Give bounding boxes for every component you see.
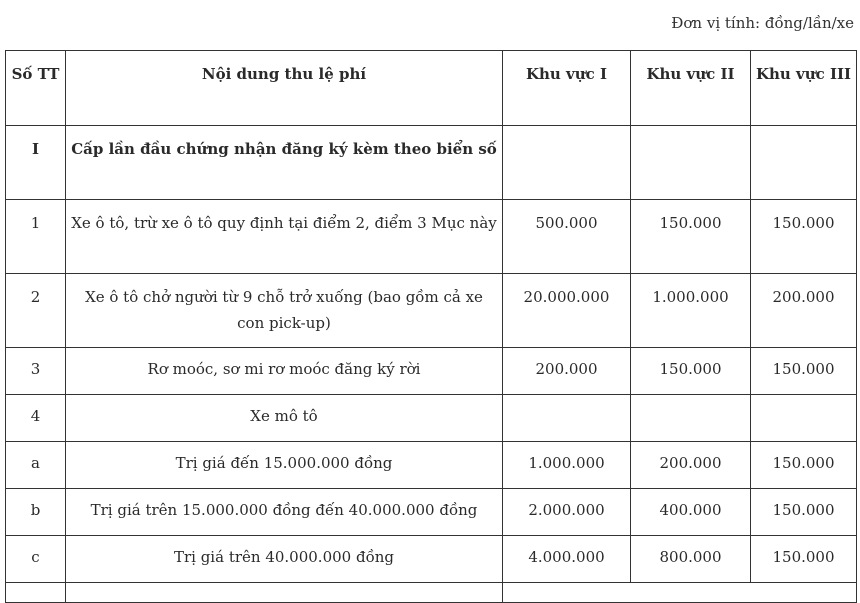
cell-khu-vuc-2: 150.000 — [631, 348, 751, 395]
cell-khu-vuc-2: 400.000 — [631, 489, 751, 536]
cell-khu-vuc-3: 150.000 — [751, 489, 857, 536]
table-header-row — [6, 51, 857, 126]
cell-khu-vuc-2 — [631, 395, 751, 442]
table-row — [6, 395, 857, 442]
cell-stt-empty — [6, 583, 66, 603]
table-row — [6, 442, 857, 489]
cell-values-empty — [503, 583, 857, 603]
cell-khu-vuc-2: 200.000 — [631, 442, 751, 489]
cell-khu-vuc-3: 150.000 — [751, 200, 857, 274]
cell-stt: a — [6, 442, 66, 489]
cell-content: Trị giá trên 15.000.000 đồng đến 40.000.000 đồng — [66, 489, 503, 536]
cell-khu-vuc-1 — [503, 395, 631, 442]
cell-stt: 4 — [6, 395, 66, 442]
cell-khu-vuc-3 — [751, 126, 857, 200]
cell-khu-vuc-1: 2.000.000 — [503, 489, 631, 536]
cell-stt: 3 — [6, 348, 66, 395]
table-row-cut-off — [6, 583, 857, 603]
cell-khu-vuc-1: 4.000.000 — [503, 536, 631, 583]
cell-content: Xe mô tô — [66, 395, 503, 442]
header-content: Nội dung thu lệ phí — [66, 51, 503, 126]
cell-khu-vuc-3: 150.000 — [751, 442, 857, 489]
cell-content-empty — [66, 583, 503, 603]
cell-khu-vuc-3: 150.000 — [751, 348, 857, 395]
cell-stt: I — [6, 126, 66, 200]
cell-khu-vuc-1: 200.000 — [503, 348, 631, 395]
table-row — [6, 348, 857, 395]
cell-stt: c — [6, 536, 66, 583]
cell-stt: 2 — [6, 274, 66, 348]
table-row-section — [6, 126, 857, 200]
cell-khu-vuc-3: 200.000 — [751, 274, 857, 348]
cell-khu-vuc-1: 1.000.000 — [503, 442, 631, 489]
table-row — [6, 274, 857, 348]
table-row — [6, 536, 857, 583]
cell-stt: 1 — [6, 200, 66, 274]
cell-content: Xe ô tô, trừ xe ô tô quy định tại điểm 2, điểm 3 Mục này — [66, 200, 503, 274]
cell-khu-vuc-2: 150.000 — [631, 200, 751, 274]
table-row — [6, 489, 857, 536]
cell-content: Trị giá trên 40.000.000 đồng — [66, 536, 503, 583]
cell-khu-vuc-3: 150.000 — [751, 536, 857, 583]
cell-khu-vuc-2: 1.000.000 — [631, 274, 751, 348]
cell-khu-vuc-3 — [751, 395, 857, 442]
header-khu-vuc-1: Khu vực I — [503, 51, 631, 126]
unit-note: Đơn vị tính: đồng/lần/xe — [671, 14, 854, 32]
header-khu-vuc-2: Khu vực II — [631, 51, 751, 126]
cell-khu-vuc-1: 500.000 — [503, 200, 631, 274]
cell-khu-vuc-1 — [503, 126, 631, 200]
cell-content: Rơ moóc, sơ mi rơ moóc đăng ký rời — [66, 348, 503, 395]
cell-content: Xe ô tô chở người từ 9 chỗ trở xuống (bao gồm cả xe con pick-up) — [66, 274, 503, 348]
table-row — [6, 200, 857, 274]
cell-content: Cấp lần đầu chứng nhận đăng ký kèm theo biển số — [66, 126, 503, 200]
cell-stt: b — [6, 489, 66, 536]
cell-khu-vuc-2: 800.000 — [631, 536, 751, 583]
cell-khu-vuc-1: 20.000.000 — [503, 274, 631, 348]
header-khu-vuc-3: Khu vực III — [751, 51, 857, 126]
header-stt: Số TT — [6, 51, 66, 126]
fee-table — [5, 50, 857, 603]
cell-content: Trị giá đến 15.000.000 đồng — [66, 442, 503, 489]
cell-khu-vuc-2 — [631, 126, 751, 200]
